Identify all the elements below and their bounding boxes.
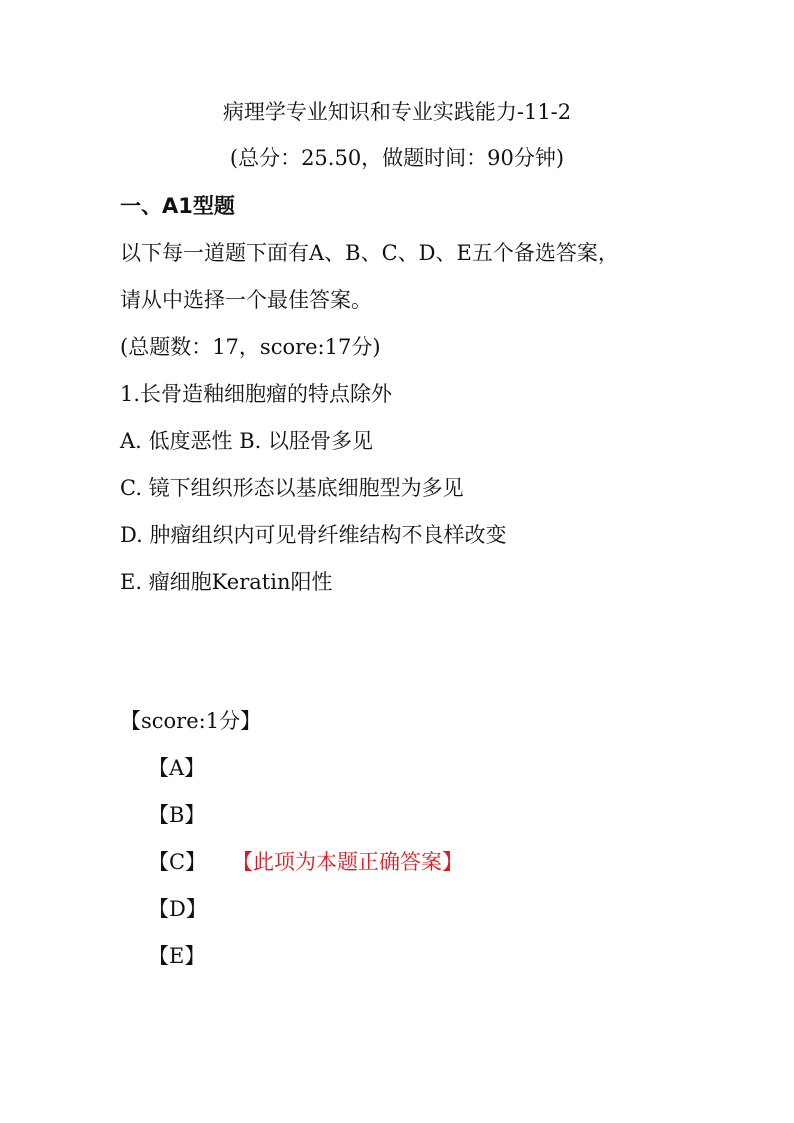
answer-choice-c: 【C】 xyxy=(148,850,207,874)
question-count: (总题数：17，score:17分) xyxy=(120,335,381,359)
option-c: C. 镜下组织形态以基底细胞型为多见 xyxy=(120,476,464,500)
correct-answer-note: 【此项为本题正确答案】 xyxy=(232,850,463,874)
answer-choice-d: 【D】 xyxy=(148,897,207,921)
option-d: D. 肿瘤组织内可见骨纤维结构不良样改变 xyxy=(120,523,507,547)
score-label: 【score:1分】 xyxy=(120,709,262,733)
option-a-b: A. 低度恶性 B. 以胫骨多见 xyxy=(120,429,373,453)
answer-choice-b: 【B】 xyxy=(148,803,206,827)
answer-choice-a: 【A】 xyxy=(148,756,206,780)
instruction-line-1: 以下每一道题下面有A、B、C、D、E五个备选答案， xyxy=(120,241,619,265)
instruction-line-2: 请从中选择一个最佳答案。 xyxy=(120,288,372,312)
page-title: 病理学专业知识和专业实践能力-11-2 xyxy=(222,100,572,124)
page-subtitle: (总分：25.50，做题时间：90分钟) xyxy=(229,146,565,170)
answer-choice-e: 【E】 xyxy=(148,944,206,968)
section-heading: 一、A1型题 xyxy=(120,194,235,218)
question-stem: 1.长骨造釉细胞瘤的特点除外 xyxy=(120,382,393,406)
option-e: E. 瘤细胞Keratin阳性 xyxy=(120,570,333,594)
